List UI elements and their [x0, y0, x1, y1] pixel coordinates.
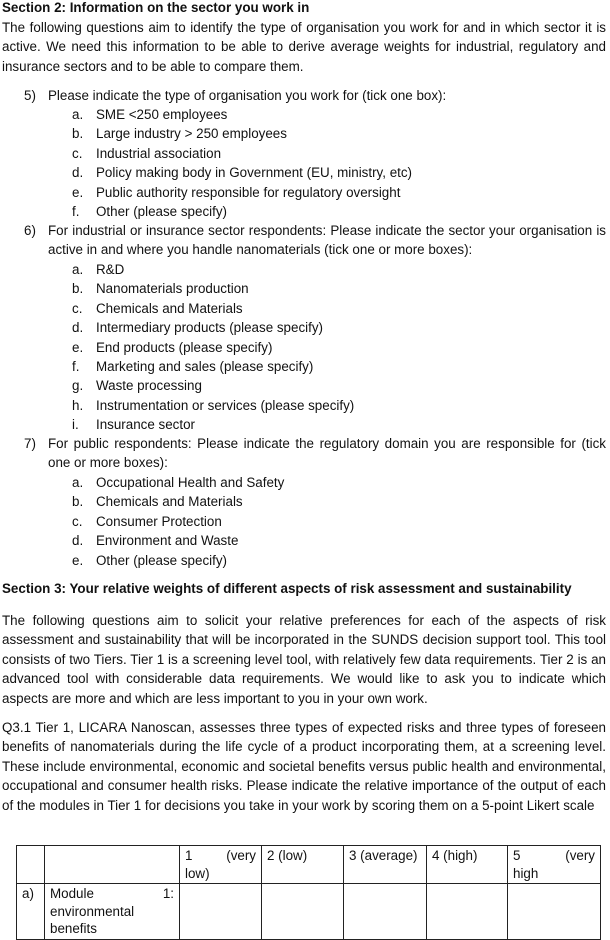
option-letter: d.: [72, 320, 84, 336]
option-letter: d.: [72, 533, 84, 549]
option-letter: b.: [72, 281, 84, 297]
option-letter: a.: [72, 107, 84, 122]
header-text: (very: [226, 848, 256, 863]
likert-header-5: [508, 846, 601, 884]
option-text: Intermediary products (please specify): [96, 320, 323, 336]
question-5: [24, 86, 606, 105]
question-number: 6): [24, 223, 36, 238]
likert-score-cell-2[interactable]: [262, 884, 344, 940]
option-letter: b.: [72, 494, 84, 510]
likert-score-cell-3[interactable]: [344, 884, 427, 940]
table-header-row: [17, 846, 601, 884]
option-text: Large industry > 250 employees: [96, 126, 287, 142]
module-text: 1:: [162, 886, 174, 901]
likert-header-4: 4 (high): [427, 846, 508, 884]
module-text: benefits: [50, 921, 97, 936]
question-7: [24, 434, 606, 473]
likert-header-3: 3 (average): [344, 846, 427, 884]
module-text: environmental: [50, 903, 135, 919]
option-text: Public authority responsible for regulatory oversight: [96, 184, 401, 200]
option-text: Policy making body in Government (EU, ministry, etc): [96, 165, 413, 181]
likert-header-2: 2 (low): [262, 846, 344, 884]
likert-score-cell-5[interactable]: [508, 884, 601, 940]
option-letter: c.: [72, 300, 83, 316]
option-text: Nanomaterials production: [96, 281, 249, 297]
question-number: 5): [24, 88, 36, 103]
option-letter: a.: [72, 262, 84, 277]
header-text: (very: [565, 848, 595, 863]
option-text: Industrial association: [96, 145, 222, 161]
header-text: 5: [513, 848, 521, 863]
option-text: End products (please specify): [96, 339, 273, 355]
option-letter: c.: [72, 513, 83, 529]
option-text: Chemicals and Materials: [96, 300, 243, 316]
section-3-intro: The following questions aim to solicit your relative preferences for each of the aspects of risk assessment and sustainability that will be incorporated in the SUNDS decision support tool. This tool consists of two Tiers. Tier 1 is a screening level tool, with relatively few data requirements. Tier 2 is an advanced tool with considerable data requirements. We would like to ask you to indicate which aspects are more and which are less important to you in your own work.: [2, 613, 606, 706]
section-3-title: Section 3: Your relative weights of different aspects of risk assessment and sustainability: [2, 581, 572, 596]
question-6: [24, 221, 606, 260]
option-letter: i.: [72, 417, 79, 433]
option-letter: d.: [72, 165, 84, 181]
option-letter: c.: [72, 145, 83, 161]
question-text: For industrial or insurance sector respondents: Please indicate the sector your organisation is active in and where you handle nanomaterials (tick one or more boxes):: [48, 223, 606, 258]
option-letter: b.: [72, 126, 84, 142]
table-cell: [45, 846, 180, 884]
option-text: Other (please specify): [96, 203, 227, 219]
module-name-cell: [45, 884, 180, 940]
option-text: Environment and Waste: [96, 533, 239, 549]
likert-score-cell-1[interactable]: [180, 884, 262, 940]
row-label: a): [17, 884, 45, 940]
table-cell: [17, 846, 45, 884]
option-letter: h.: [72, 397, 84, 413]
question-number: 7): [24, 436, 36, 451]
option-text: Waste processing: [96, 378, 202, 394]
section-2-title: Section 2: Information on the sector you work in: [2, 0, 310, 15]
section-2-intro: The following questions aim to identify the type of organisation you work for and in which sector it is active. We need this information to be able to derive average weights for industrial, regulatory and insurance sectors and to be able to compare them.: [2, 20, 606, 74]
question-text: For public respondents: Please indicate the regulatory domain you are responsible for (tick one or more boxes):: [48, 436, 606, 471]
option-letter: e.: [72, 552, 84, 568]
option-letter: g.: [72, 378, 84, 394]
header-text: high: [513, 865, 539, 881]
option-letter: e.: [72, 184, 84, 200]
question-3-1: Q3.1 Tier 1, LICARA Nanoscan, assesses three types of expected risks and three types of foreseen benefits of nanomaterials during the life cycle of a product incorporating them, at a screening level. These include environmental, economic and societal benefits versus public health and environmental, occupational and consumer health risks. Please indicate the relative importance of the output of each of the modules in Tier 1 for decisions you take in your work by scoring them on a 5-point Likert scale: [2, 720, 606, 813]
option-letter: f.: [72, 203, 80, 219]
option-text: Chemicals and Materials: [96, 494, 243, 510]
header-text: low): [185, 865, 210, 881]
option-text: Insurance sector: [96, 417, 195, 433]
option-letter: e.: [72, 339, 84, 355]
option-text: Occupational Health and Safety: [96, 475, 285, 490]
likert-header-1: [180, 846, 262, 884]
option-text: SME <250 employees: [96, 107, 228, 122]
option-text: Marketing and sales (please specify): [96, 358, 314, 374]
table-row: [17, 884, 601, 940]
option-text: Consumer Protection: [96, 513, 222, 529]
option-text: R&D: [96, 262, 125, 277]
option-letter: f.: [72, 358, 80, 374]
likert-score-cell-4[interactable]: [427, 884, 508, 940]
module-text: Module: [50, 886, 94, 901]
header-text: 1: [185, 848, 193, 863]
option-letter: a.: [72, 475, 84, 490]
question-text: Please indicate the type of organisation you work for (tick one box):: [48, 88, 447, 103]
option-text: Other (please specify): [96, 552, 227, 568]
option-text: Instrumentation or services (please specify): [96, 397, 355, 413]
likert-table: [16, 845, 601, 940]
